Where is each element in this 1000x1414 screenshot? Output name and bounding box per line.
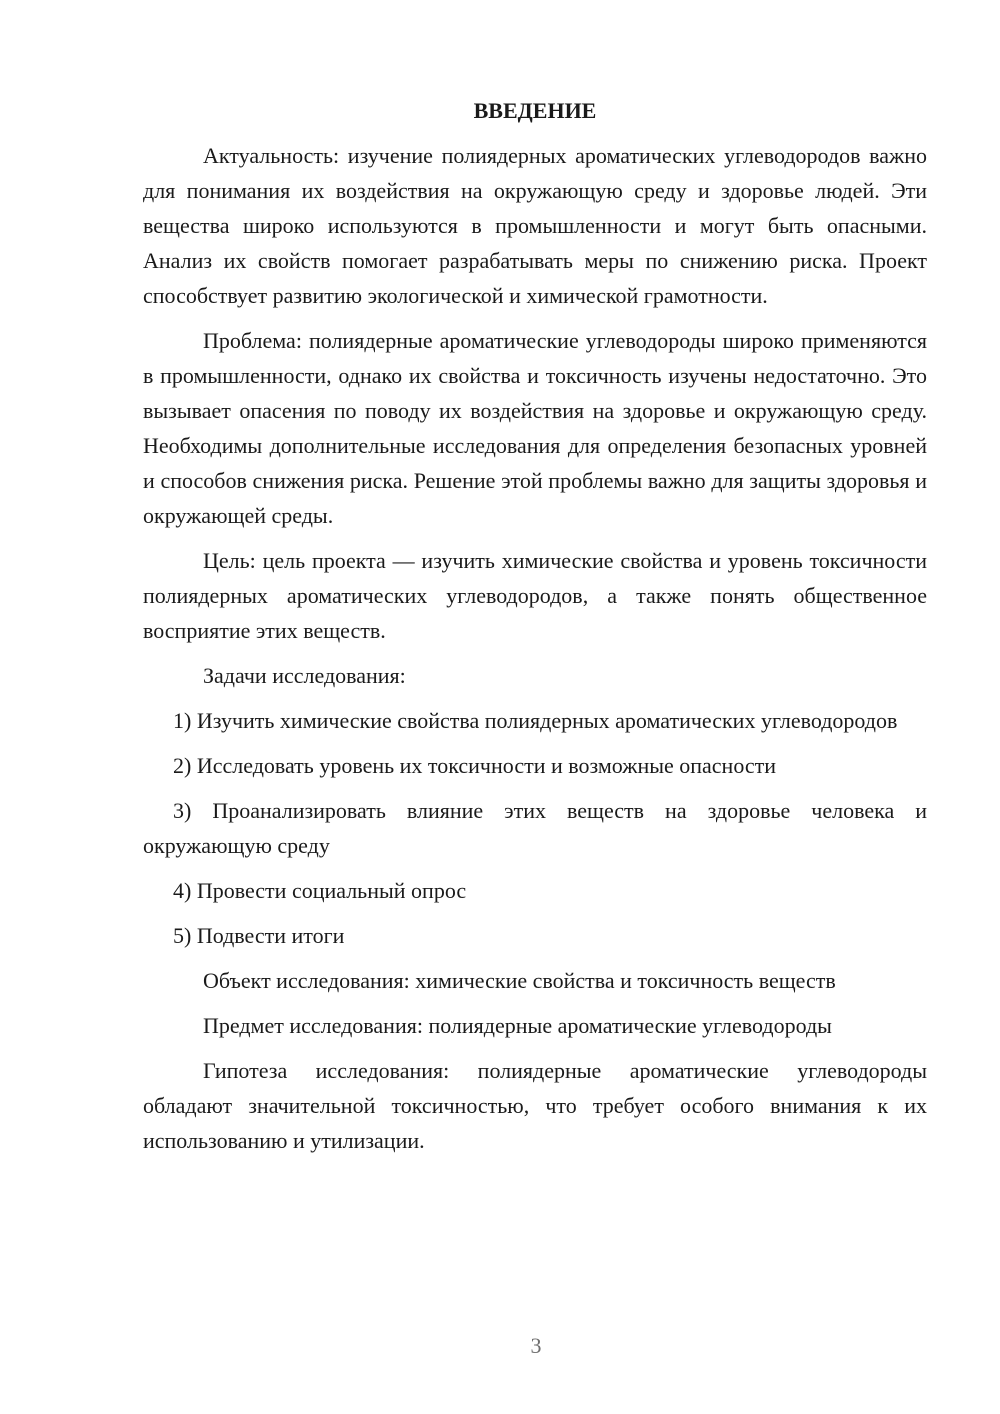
paragraph-subject: Предмет исследования: полиядерные ароматические углеводороды bbox=[203, 1013, 832, 1038]
task-item-4: 4) Провести социальный опрос bbox=[173, 878, 467, 903]
section-title: ВВЕДЕНИЕ bbox=[473, 98, 597, 123]
paragraph-hypothesis: Гипотеза исследования: полиядерные ароматические углеводороды обладают значительной токсичностью, что требует особого внимания к их использованию и утилизации. bbox=[143, 1058, 927, 1153]
task-item-2: 2) Исследовать уровень их токсичности и возможные опасности bbox=[173, 753, 777, 778]
paragraph-goal: Цель: цель проекта — изучить химические свойства и уровень токсичности полиядерных ароматических углеводородов, а также понять общественное восприятие этих веществ. bbox=[143, 548, 927, 643]
task-item-5: 5) Подвести итоги bbox=[173, 923, 345, 948]
page-content bbox=[143, 93, 927, 1168]
task-item-3: 3) Проанализировать влияние этих веществ на здоровье человека и окружающую среду bbox=[143, 798, 927, 858]
tasks-heading: Задачи исследования: bbox=[203, 663, 406, 688]
paragraph-problem: Проблема: полиядерные ароматические углеводороды широко применяются в промышленности, однако их свойства и токсичность изучены недостаточно. Это вызывает опасения по поводу их воздействия на здоровье и окружающую среду. Необходимы дополнительные исследования для определения безопасных уровней и способов снижения риска. Решение этой проблемы важно для защиты здоровья и окружающей среды. bbox=[143, 328, 927, 528]
page-number: 3 bbox=[530, 1333, 542, 1358]
task-item-1: 1) Изучить химические свойства полиядерных ароматических углеводородов bbox=[173, 708, 898, 733]
paragraph-relevance: Актуальность: изучение полиядерных ароматических углеводородов важно для понимания их воздействия на окружающую среду и здоровье людей. Эти вещества широко используются в промышленности и могут быть опасными. Анализ их свойств помогает разрабатывать меры по снижению риска. Проект способствует развитию экологической и химической грамотности. bbox=[143, 143, 927, 308]
paragraph-object: Объект исследования: химические свойства и токсичность веществ bbox=[203, 968, 836, 993]
